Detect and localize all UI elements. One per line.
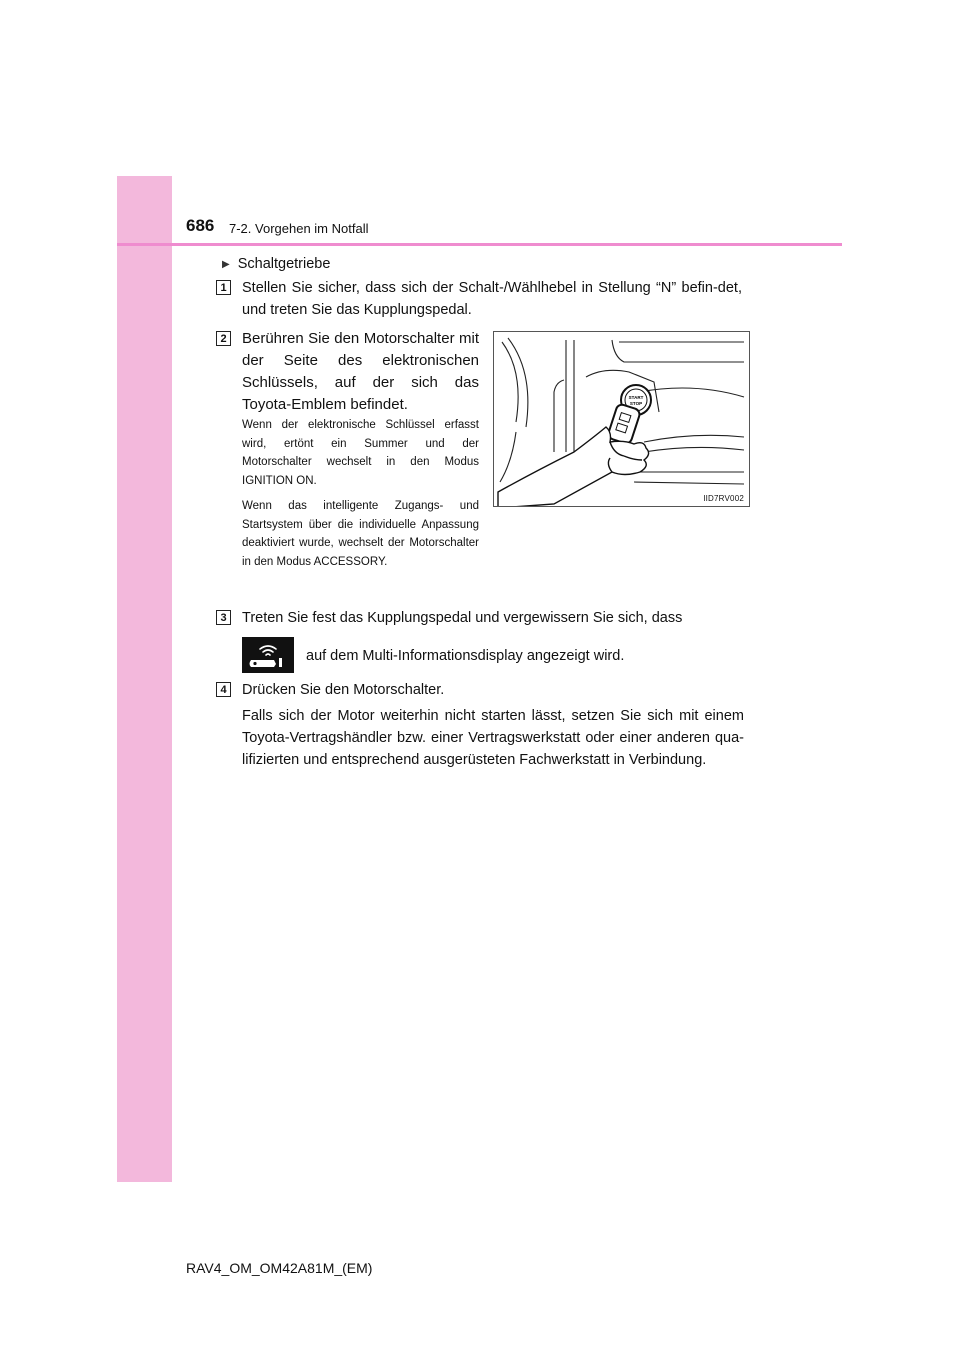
key-warning-indicator-icon	[242, 637, 294, 673]
engine-switch-illustration	[493, 331, 750, 507]
step-4-text: Drücken Sie den Motorschalter.	[242, 682, 445, 698]
step-4-number: 4	[216, 682, 231, 697]
step-2-note-1: Wenn der elektronische Schlüssel erfasst wird, ertönt ein Summer und der Motorschalter wechselt in den Modus IGNITION ON.	[242, 419, 479, 487]
step-2-note-2: Wenn das intelligente Zugangs- und Startsystem über die individuelle Anpassung deaktiviert wurde, wechselt der Motorschalter in den Modus ACCESSORY.	[242, 500, 479, 568]
step-3-number: 3	[216, 610, 231, 625]
illustration-drawing	[494, 332, 750, 507]
header-divider	[117, 243, 842, 246]
triangle-bullet-icon: ▶	[222, 258, 230, 270]
document-code: RAV4_OM_OM42A81M_(EM)	[186, 1260, 373, 1276]
step-1-number: 1	[216, 280, 231, 295]
bullet-heading-text: Schaltgetriebe	[237, 256, 331, 272]
step-1-text: Stellen Sie sicher, dass sich der Schalt-/Wählhebel in Stellung “N” befin-det, und treten Sie das Kupplungspedal.	[242, 280, 742, 318]
step-2-text: Berühren Sie den Motorschalter mit der Seite des elektronischen Schlüssels, auf der sich das Toyota-Emblem befindet.	[242, 330, 479, 413]
page-number: 686	[186, 216, 215, 235]
closing-paragraph: Falls sich der Motor weiterhin nicht starten lässt, setzen Sie sich mit einem Toyota-Vertragshändler bzw. einer Vertragswerkstatt oder einer anderen qua-lifizierten und entsprechend ausgerüsteten Fachwerkstatt in Verbindung.	[242, 708, 744, 768]
bullet-heading	[222, 256, 330, 272]
figure-code: IID7RV002	[703, 494, 744, 503]
start-label: START	[628, 395, 644, 400]
step-3-continuation: auf dem Multi-Informationsdisplay angezeigt wird.	[306, 648, 625, 664]
section-title: 7-2. Vorgehen im Notfall	[229, 221, 369, 236]
section-sidebar	[117, 176, 172, 1182]
stop-label: STOP	[629, 401, 643, 406]
electronic-key-icon	[607, 403, 641, 445]
key-warning-symbol	[246, 640, 290, 670]
step-3-text: Treten Sie fest das Kupplungspedal und vergewissern Sie sich, dass	[242, 610, 683, 626]
step-2-number: 2	[216, 331, 231, 346]
